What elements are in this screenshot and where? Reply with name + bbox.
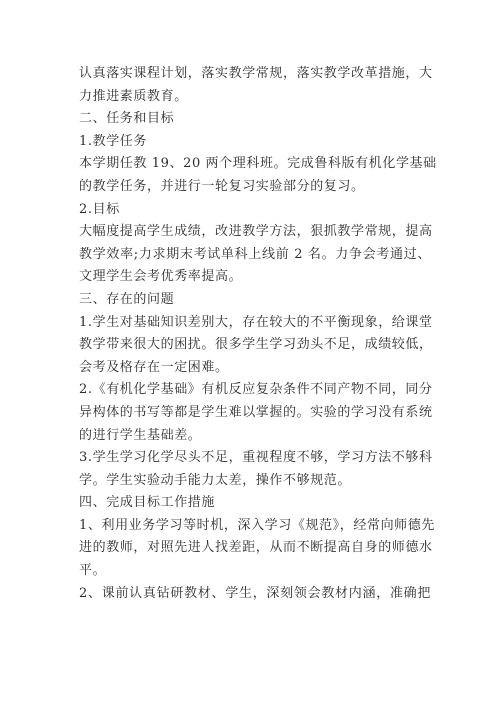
- paragraph-line: 1.学生对基础知识差别大，存在较大的不平衡现象，给课堂: [79, 314, 433, 330]
- paragraph-line: 异构体的书写等都是学生难以掌握的。实验的学习没有系统: [79, 404, 433, 420]
- section-heading: 三、存在的问题: [79, 291, 175, 307]
- paragraph-line: 学。学生实验动手能力太差，操作不够规范。: [79, 472, 352, 488]
- paragraph-line: 的进行学生基础差。: [79, 427, 202, 443]
- paragraph-line: 认真落实课程计划，落实教学常规，落实教学改革措施，大: [79, 66, 433, 81]
- paragraph-line: 的教学任务，并进行一轮复习实验部分的复习。: [79, 178, 365, 194]
- paragraph-line: 本学期任教 19、20 两个理科班。完成鲁科版有机化学基础: [79, 156, 437, 172]
- paragraph-line: 进的教师，对照先进人找差距，从而不断提高自身的师德水: [79, 540, 433, 556]
- section-heading: 二、任务和目标: [79, 111, 175, 127]
- paragraph-line: 教学带来很大的困扰。很多学生学习劲头不足，成绩较低，: [79, 337, 433, 353]
- paragraph-line: 3.学生学习化学尽头不足，重视程度不够，学习方法不够科: [79, 450, 433, 466]
- subsection-heading: 2.目标: [79, 201, 120, 217]
- paragraph-line: 力推进素质教育。: [79, 88, 188, 104]
- paragraph-line: 2.《有机化学基础》有机反应复杂条件不同产物不同，同分: [79, 382, 433, 398]
- paragraph-line: 1、利用业务学习等时机，深入学习《规范》，经常向师德先: [79, 517, 435, 533]
- document-body: [79, 63, 437, 605]
- paragraph-line: 大幅度提高学生成绩，改进教学方法，狠抓教学常规，提高: [79, 224, 433, 240]
- paragraph-line: 会考及格存在一定困难。: [79, 359, 229, 375]
- paragraph-line: 2、课前认真钻研教材、学生，深刻领会教材内涵，准确把: [79, 585, 431, 601]
- subsection-heading: 1.教学任务: [79, 133, 148, 149]
- paragraph-line: 教学效率;力求期末考试单科上线前 2 名。力争会考通过、: [79, 246, 431, 262]
- paragraph-line: 文理学生会考优秀率提高。: [79, 269, 243, 285]
- section-heading: 四、完成目标工作措施: [79, 495, 216, 511]
- paragraph-line: 平。: [79, 563, 107, 579]
